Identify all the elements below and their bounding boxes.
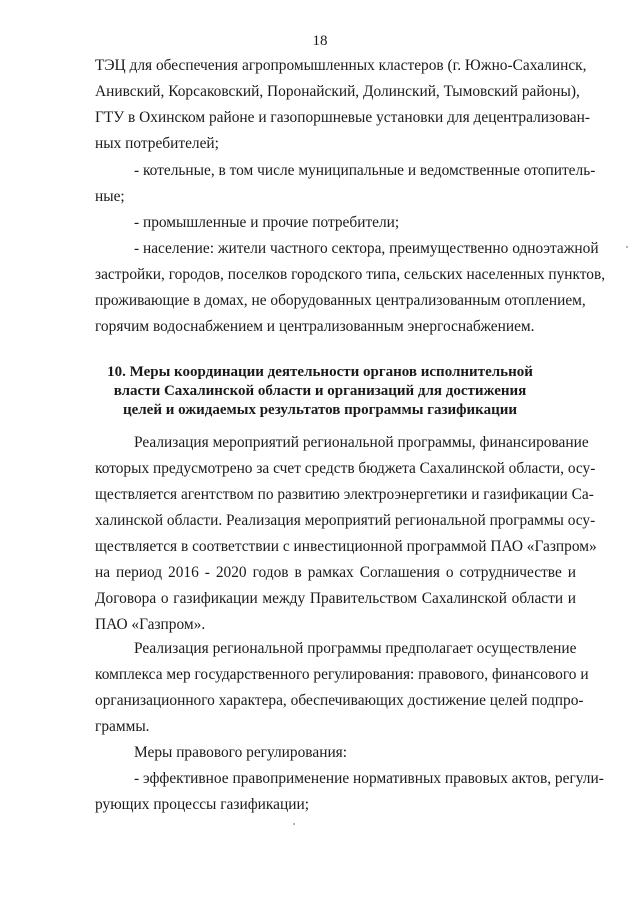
text-line: проживающие в домах, не оборудованных централизованным отоплением, xyxy=(95,292,586,309)
text-line: Реализация мероприятий региональной программы, финансирование xyxy=(134,434,589,451)
text-line: Договора о газификации между Правительством Сахалинской области и xyxy=(95,590,576,607)
text-line: рующих процессы газификации; xyxy=(95,796,309,813)
list-item: - промышленные и прочие потребители; xyxy=(134,214,400,231)
list-item: - эффективное правоприменение нормативных правовых актов, регули- xyxy=(134,770,604,787)
text-line: ные; xyxy=(95,188,125,205)
text-line: ТЭЦ для обеспечения агропромышленных кластеров (г. Южно-Сахалинск, xyxy=(95,57,587,74)
text-line: Реализация региональной программы предполагает осуществление xyxy=(134,640,577,657)
text-line: ПАО «Газпром». xyxy=(95,616,206,633)
list-item: - население: жители частного сектора, преимущественно одноэтажной xyxy=(134,240,599,257)
text-line: граммы. xyxy=(95,718,150,735)
page-number: 18 xyxy=(312,33,328,49)
text-line: на период 2016 - 2020 годов в рамках Соглашения о сотрудничестве и xyxy=(95,564,576,581)
scan-speck xyxy=(626,246,628,248)
text-line: застройки, городов, поселков городского типа, сельских населенных пунктов, xyxy=(95,266,606,283)
scan-speck xyxy=(293,823,295,825)
text-line: ществляется агентством по развитию электроэнергетики и газификации Са- xyxy=(95,486,594,503)
section-heading-line: власти Сахалинской области и организаций для достижения xyxy=(113,383,527,399)
text-line: Анивский, Корсаковский, Поронайский, Долинский, Тымовский районы), xyxy=(95,83,580,100)
text-line: горячим водоснабжением и централизованным энергоснабжением. xyxy=(95,318,535,335)
section-heading-line: целей и ожидаемых результатов программы газификации xyxy=(122,402,518,418)
text-line: комплекса мер государственного регулирования: правового, финансового и xyxy=(95,666,589,683)
text-line: ных потребителей; xyxy=(95,135,219,152)
text-line: халинской области. Реализация мероприятий региональной программы осу- xyxy=(95,512,596,529)
subsection-label: Меры правового регулирования: xyxy=(134,744,348,761)
list-item: - котельные, в том числе муниципальные и ведомственные отопитель- xyxy=(134,162,596,179)
text-line: ществляется в соответствии с инвестиционной программой ПАО «Газпром» xyxy=(95,538,597,555)
section-heading-line: 10. Меры координации деятельности органов исполнительной xyxy=(107,364,533,380)
text-line: которых предусмотрено за счет средств бюджета Сахалинской области, осу- xyxy=(95,460,596,477)
text-line: ГТУ в Охинском районе и газопоршневые установки для децентрализован- xyxy=(95,109,590,126)
text-line: организационного характера, обеспечивающих достижение целей подпро- xyxy=(95,692,584,709)
